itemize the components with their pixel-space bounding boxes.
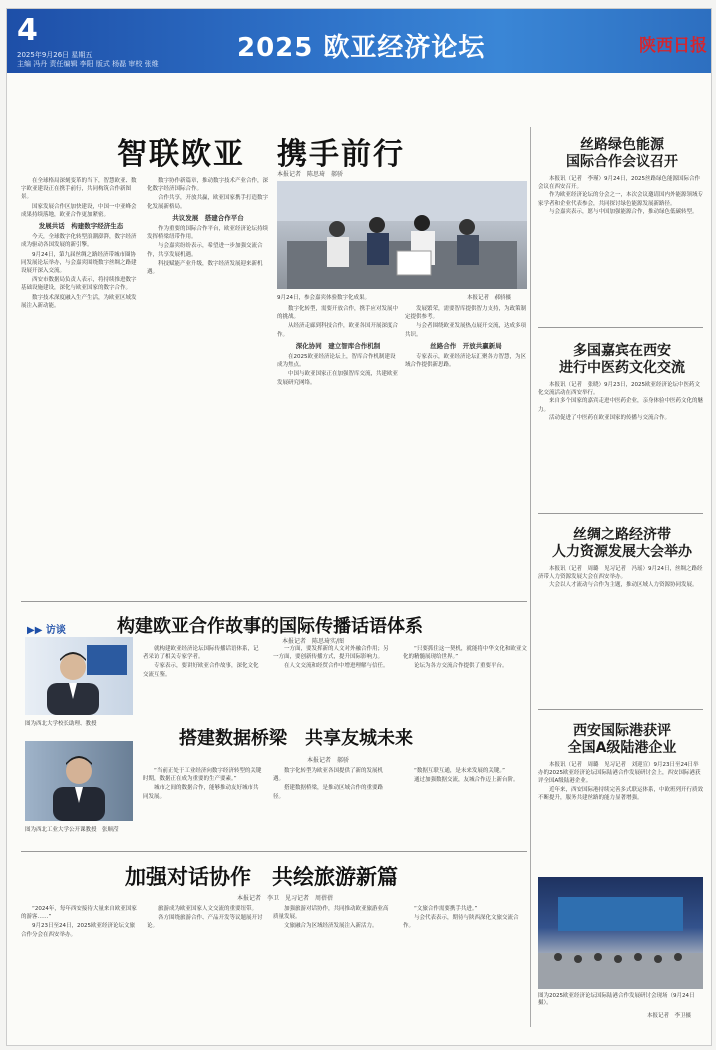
page-number: 4 bbox=[17, 13, 38, 48]
story2-column-3: “只要抓住这一契机，就能将中华文化和欧亚文化的精髓展现给世界。” 论坛为各方交流合作提供了重要平台。 bbox=[403, 646, 527, 670]
story3-column-2: 数字化转型为欧亚各国提供了新的发展机遇。 搭建数据桥梁，是推动区域合作的重要路径。 bbox=[273, 768, 384, 800]
date-line: 2025年9月26日 星期五 主编 冯丹 责任编辑 李阳 版式 杨磊 审校 张维 bbox=[17, 51, 159, 68]
story4-column-4: “文旅合作需要携手共进。” 与会代表表示，期待与陕西深化文旅交流合作。 bbox=[403, 906, 519, 930]
story2-headline: 构建欧亚合作故事的国际传播话语体系 bbox=[117, 616, 423, 637]
side-headline-3: 丝绸之路经济带 人力资源发展大会举办 bbox=[552, 527, 692, 560]
forum-photo bbox=[277, 181, 527, 289]
side-headline-1: 丝路绿色能源 国际合作会议召开 bbox=[566, 137, 678, 170]
side-text-3: 本报讯（记者 周璐 见习记者 冯瑶）9月24日，丝绸之路经济带人力资源发展大会在西安举办。 大会以人才流动与合作为主题，推动区域人力资源协同发展。 bbox=[538, 566, 703, 589]
story2-column-2: 一方面，要发挥新的人文对外融合作用；另一方面，要创新传播方式，提升国际影响力。 在人文交流和经贸合作中增进理解与信任。 bbox=[273, 646, 389, 670]
divider bbox=[538, 513, 703, 514]
main-column-2: 数字协作新篇章，推动数字技术产业合作，深化数字经济国际合作。 合作共享，开放共赢，欧亚国家携手打造数字化发展新格局。 共议发展 搭建合作平台 作为重要的国际合作平台，欧亚经济论坛持续发挥桥梁纽带作用。 与会嘉宾纷纷表示，希望进一步加强交流合作，共享发展机遇。 科技赋能产业升级，数字经济发展迎来新机遇。 bbox=[147, 178, 269, 276]
divider bbox=[21, 851, 527, 852]
divider bbox=[538, 709, 703, 710]
side-headline-2: 多国嘉宾在西安 进行中医药文化交流 bbox=[559, 343, 685, 376]
divider bbox=[538, 327, 703, 328]
side-text-2: 本报讯（记者 张晓）9月23日，2025欧亚经济论坛中医药文化交流活动在西安举行。 来自多个国家的嘉宾走进中医药企业，亲身体验中医药文化的魅力。 活动促进了中医药在欧亚国家的传播与交流合作。 bbox=[538, 382, 703, 421]
photo-credit: 本报记者 郝骄摄 bbox=[467, 295, 512, 301]
story2-column-1: 就构建欧亚经济论坛国际传播话语体系，记者采访了相关专家学者。 专家表示，要讲好欧亚合作故事，深化文化交流互鉴。 bbox=[143, 646, 259, 678]
story3-column-3: “数据互联互通，是未来发展的关键。” 通过加强数据交流，友城合作迈上新台阶。 bbox=[414, 768, 519, 784]
newspaper-logo: 陕西日报 bbox=[639, 36, 707, 56]
story4-byline: 本报记者 李卫 见习记者 周蓓蓓 bbox=[237, 895, 334, 902]
main-byline: 本报记者 陈思琦 郝骄 bbox=[277, 171, 344, 178]
main-headline: 智联欧亚 携手前行 bbox=[117, 137, 405, 172]
main-column-1: 在全球格局深刻变革的当下，智慧欧亚、数字欧亚建设正在携手前行，共同构筑合作新图景。 国家发展合作区加快建设，中国一中亚峰会成果持续落地，欧亚合作更加紧密。 发展共话 构建数字经济生态 今天，全球数字化转型浪潮澎湃，数字经济成为驱动各国发展的新引擎。 9月24日，第九届丝绸之路经济带城市圈协同发展论坛举办，与会嘉宾围绕数字丝绸之路建设展开深入交流。 西安市数据局负责人表示，将持续推进数字基础设施建设，深化与欧亚国家的数字合作。 数字技术深度融入生产生活，为欧亚区域发展注入新动能。 bbox=[21, 178, 137, 309]
story4-column-1: “2024年，每年西安接待大量来自欧亚国家的游客……” 9月23日至24日，2025欧亚经济论坛文旅合作分会在西安举办。 bbox=[21, 906, 137, 938]
port-photo-credit: 本报记者 李卫摄 bbox=[647, 1013, 692, 1019]
story4-headline: 加强对话协作 共绘旅游新篇 bbox=[125, 865, 398, 889]
column-divider bbox=[530, 127, 531, 1027]
photo-caption: 9月24日，参会嘉宾体验数字化成果。 bbox=[277, 295, 370, 301]
story2-byline: 本报记者 陈思琦实/图 bbox=[282, 638, 345, 645]
main-column-3: 数字化转型，需要开放合作，携手应对发展中的挑战。 从经济走廊到科技合作，欧亚各国开展深度合作。 深化协同 建立智库合作机制 在2025欧亚经济论坛上，智库合作机制建设成为焦点。 中国与欧亚国家正在加强智库交流，共建欧亚发展研究网络。 bbox=[277, 306, 399, 386]
side-text-1: 本报讯（记者 李瑾）9月24日，2025丝路绿色能源国际合作会议在西安召开。 作为欧亚经济论坛的分会之一，本次会议邀请国内外能源领域专家学者和企业代表参会，共同探讨绿色能源发展新路径。 与会嘉宾表示，愿与中国加强能源合作，推动绿色低碳转型。 bbox=[538, 176, 703, 215]
interview-label: ▶▶ 访谈 bbox=[27, 625, 66, 636]
port-photo bbox=[538, 877, 703, 989]
portrait-photo-2 bbox=[25, 741, 133, 821]
portrait-caption-1: 图为西北大学校长助理、教授 bbox=[25, 721, 103, 727]
side-text-4: 本报讯（记者 周璐 见习记者 刘迎宣）9月23日至24日举办的2025欧亚经济论坛国际陆港合作发展研讨会上，西安国际港获评全国A级陆港企业。 近年来，西安国际港持续完善多式联运体系，中欧班列开行质效不断提升，服务共建丝路的能力显著增强。 bbox=[538, 762, 703, 801]
story3-byline: 本报记者 郝骄 bbox=[307, 757, 350, 764]
newspaper-page bbox=[6, 8, 712, 1046]
story4-column-3: 加强旅游对话协作，共同推动欧亚旅游业高质量发展。 文旅融合为区域经济发展注入新活力。 bbox=[273, 906, 389, 930]
main-column-4: 发展繁荣，需要智库提供智力支持，为政策制定提供参考。 与会者围绕欧亚发展热点展开交流，达成多项共识。 丝路合作 开放共赢新局 专家表示，欧亚经济论坛汇聚各方智慧，为区域合作提供新思路。 bbox=[405, 306, 527, 369]
portrait-caption-2: 图为西北工业大学公开课教授 张顺滢 bbox=[25, 827, 119, 833]
port-photo-caption: 图为2025欧亚经济论坛国际陆港合作发展研讨会现场（9月24日摄）。 bbox=[538, 993, 695, 1006]
divider bbox=[21, 601, 527, 602]
story3-headline: 搭建数据桥梁 共享友城未来 bbox=[179, 728, 413, 749]
section-title: 2025 欧亚经济论坛 bbox=[237, 33, 486, 63]
masthead bbox=[7, 9, 711, 73]
side-headline-4: 西安国际港获评 全国A级陆港企业 bbox=[567, 723, 677, 756]
story3-column-1: “当前正处于工业经济向数字经济转型的关键时期，数据正在成为重要的生产要素。” 城市之间的数据合作，能够推动友好城市共同发展。 bbox=[143, 768, 262, 800]
portrait-photo-1 bbox=[25, 637, 133, 715]
story4-column-2: 旅游成为欧亚国家人文交流的重要纽带。 各方围绕旅游合作、产品开发等议题展开讨论。 bbox=[147, 906, 263, 930]
